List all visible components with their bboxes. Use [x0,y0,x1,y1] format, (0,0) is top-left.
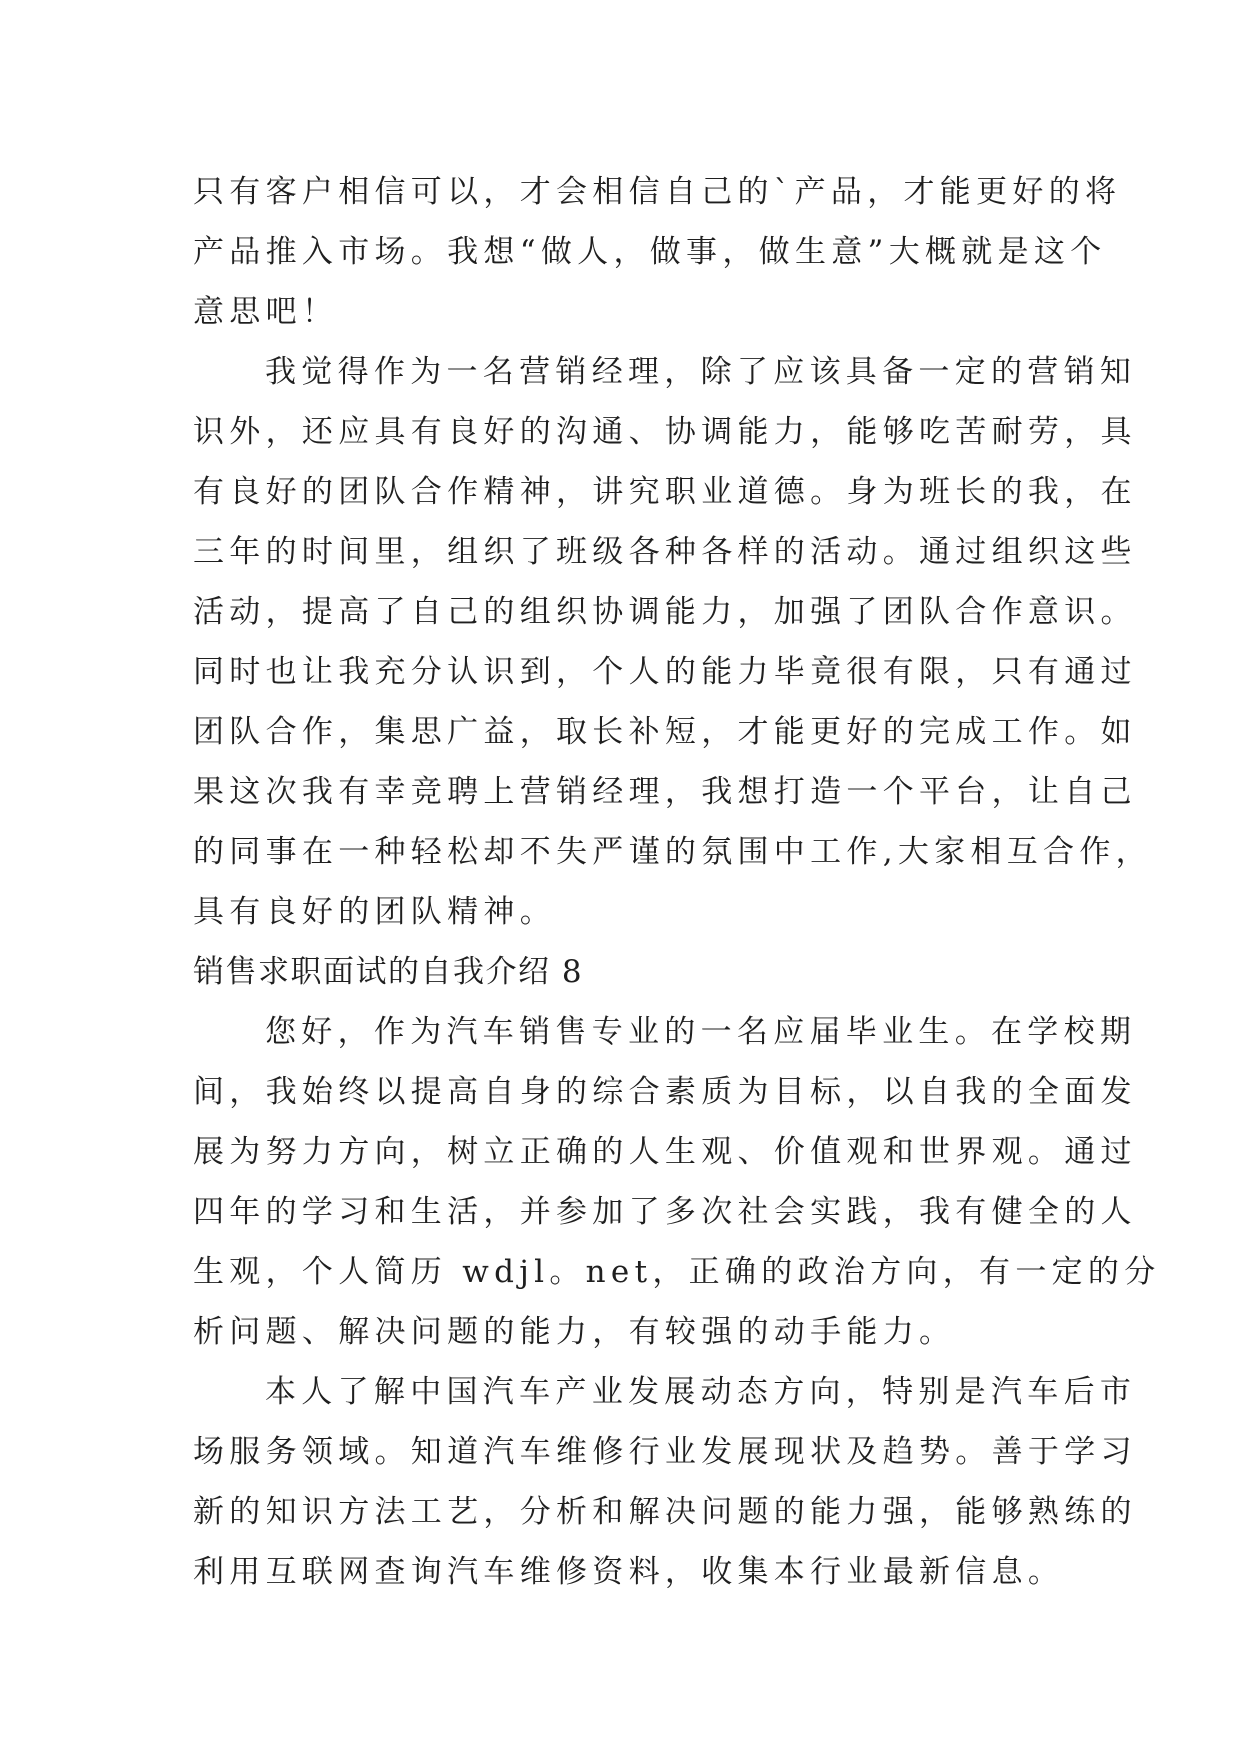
paragraph-line: 有良好的团队合作精神，讲究职业道德。身为班长的我，在 [193,474,1137,510]
paragraph-line: 果这次我有幸竞聘上营销经理，我想打造一个平台，让自己 [193,774,1137,810]
paragraph-line: 的同事在一种轻松却不失严谨的氛围中工作,大家相互合作， [193,834,1152,870]
document-body [193,162,1161,1602]
paragraph-line: 四年的学习和生活，并参加了多次社会实践，我有健全的人 [193,1194,1137,1230]
paragraph-line: 我觉得作为一名营销经理，除了应该具备一定的营销知 [265,354,1137,390]
paragraph-line: 产品推入市场。我想“做人，做事，做生意”大概就是这个 [193,234,1107,270]
paragraph-2 [193,342,1152,942]
paragraph-line: 三年的时间里，组织了班级各种各样的活动。通过组织这些 [193,534,1137,570]
paragraph-4 [193,1362,1137,1602]
paragraph-line: 活动，提高了自己的组织协调能力，加强了团队合作意识。 [193,594,1137,630]
paragraph-line: 团队合作，集思广益，取长补短，才能更好的完成工作。如 [193,714,1137,750]
paragraph-line: 意思吧！ [193,294,339,330]
paragraph-line: 本人了解中国汽车产业发展动态方向，特别是汽车后市 [265,1374,1137,1410]
paragraph-line: 具有良好的团队精神。 [193,894,556,930]
paragraph-line: 利用互联网查询汽车维修资料，收集本行业最新信息。 [193,1554,1065,1590]
paragraph-line: 间，我始终以提高自身的综合素质为目标，以自我的全面发 [193,1074,1137,1110]
section-heading: 销售求职面试的自我介绍 8 [193,954,584,990]
paragraph-line: 展为努力方向，树立正确的人生观、价值观和世界观。通过 [193,1134,1137,1170]
paragraph-line: 场服务领域。知道汽车维修行业发展现状及趋势。善于学习 [193,1434,1137,1470]
paragraph-line: 析问题、解决问题的能力，有较强的动手能力。 [193,1314,956,1350]
paragraph-1 [193,162,1122,342]
paragraph-3 [193,1002,1161,1362]
paragraph-line: 新的知识方法工艺，分析和解决问题的能力强，能够熟练的 [193,1494,1137,1530]
paragraph-line: 识外，还应具有良好的沟通、协调能力，能够吃苦耐劳，具 [193,414,1137,450]
paragraph-line: 同时也让我充分认识到，个人的能力毕竟很有限，只有通过 [193,654,1137,690]
paragraph-line: 生观，个人简历 wdjl。net，正确的政治方向，有一定的分 [193,1254,1161,1290]
paragraph-line: 只有客户相信可以，才会相信自己的`产品，才能更好的将 [193,174,1122,210]
paragraph-line: 您好，作为汽车销售专业的一名应届毕业生。在学校期 [265,1014,1137,1050]
